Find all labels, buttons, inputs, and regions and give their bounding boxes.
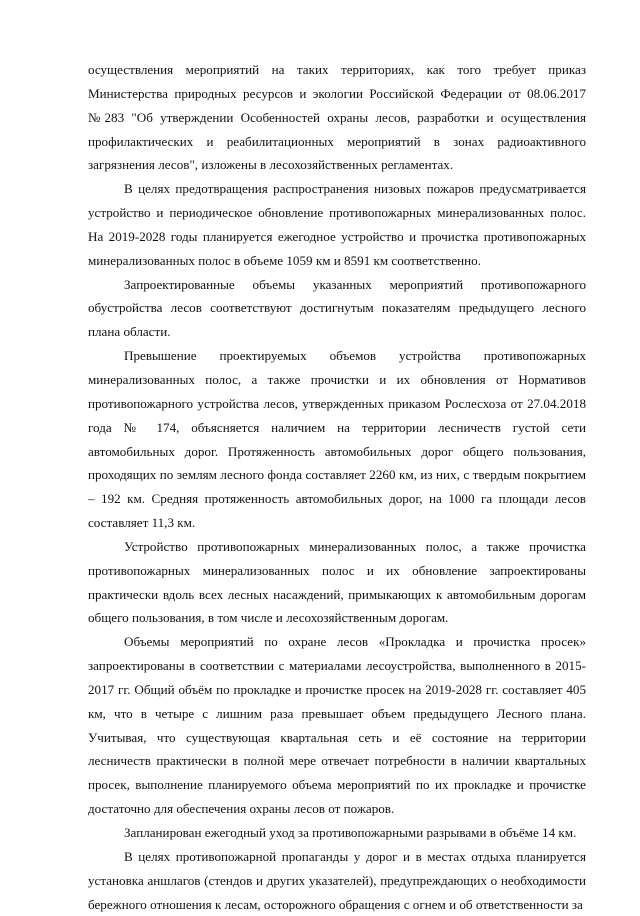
paragraph-7: Запланирован ежегодный уход за противопожарными разрывами в объёме 14 км. [124, 825, 577, 840]
paragraph-8: В целях противопожарной пропаганды у дорог и в местах отдыха планируется установка аншлагов (стендов и других указателей), предупреждающих о необходимости бережного отношения к лесам, осторожного обращения с огнем и об ответственности за [88, 848, 586, 912]
paragraph-3: Запроектированные объемы указанных мероприятий противопожарного обустройства лесов соответствуют достигнутым показателям предыдущего лесного плана области. [88, 276, 586, 340]
document-body [88, 58, 586, 916]
paragraph-6: Объемы мероприятий по охране лесов «Прокладка и прочистка просек» запроектированы в соответствии с материалами лесоустройства, выполненного в 2015-2017 гг. Общий объём по прокладке и прочистке просек на 2019-2028 гг. составляет 405 км, что в четыре с лишним раза превышает объем предыдущего Лесного плана. Учитывая, что существующая квартальная сеть и её состояние на территории лесничеств практически в полной мере отвечает потребности в наличии квартальных просек, выполнение планируемого объема мероприятий по их прокладке и прочистке достаточно для обеспечения охраны лесов от пожаров. [88, 634, 586, 817]
paragraph-4: Превышение проектируемых объемов устройства противопожарных минерализованных полос, а также прочистки и их обновления от Нормативов противопожарного устройства лесов, утвержденных приказом Рослесхоза от 27.04.2018 года № 174, объясняется наличием на территории лесничеств густой сети автомобильных дорог. Протяженность автомобильных дорог общего пользования, проходящих по землям лесного фонда составляет 2260 км, из них, с твердым покрытием – 192 км. Средняя протяженность автомобильных дорог, на 1000 га площади лесов составляет 11,3 км. [88, 348, 586, 531]
paragraph-1: осуществления мероприятий на таких территориях, как того требует приказ Министерства природных ресурсов и экологии Российской Федерации от 08.06.2017 №283 "Об утверждении Особенностей охраны лесов, разработки и осуществления профилактических и реабилитационных мероприятий в зонах радиоактивного загрязнения лесов", изложены в лесохозяйственных регламентах. [88, 62, 586, 173]
paragraph-2: В целях предотвращения распространения низовых пожаров предусматривается устройство и периодическое обновление противопожарных минерализованных полос. На 2019-2028 годы планируется ежегодное устройство и прочистка противопожарных минерализованных полос в объеме 1059 км и 8591 км соответственно. [88, 181, 586, 268]
paragraph-5: Устройство противопожарных минерализованных полос, а также прочистка противопожарных минерализованных полос и их обновление запроектированы практически вдоль всех лесных насаждений, примыкающих к автомобильным дорогам общего пользования, в том числе и лесохозяйственным дорогам. [88, 538, 586, 626]
